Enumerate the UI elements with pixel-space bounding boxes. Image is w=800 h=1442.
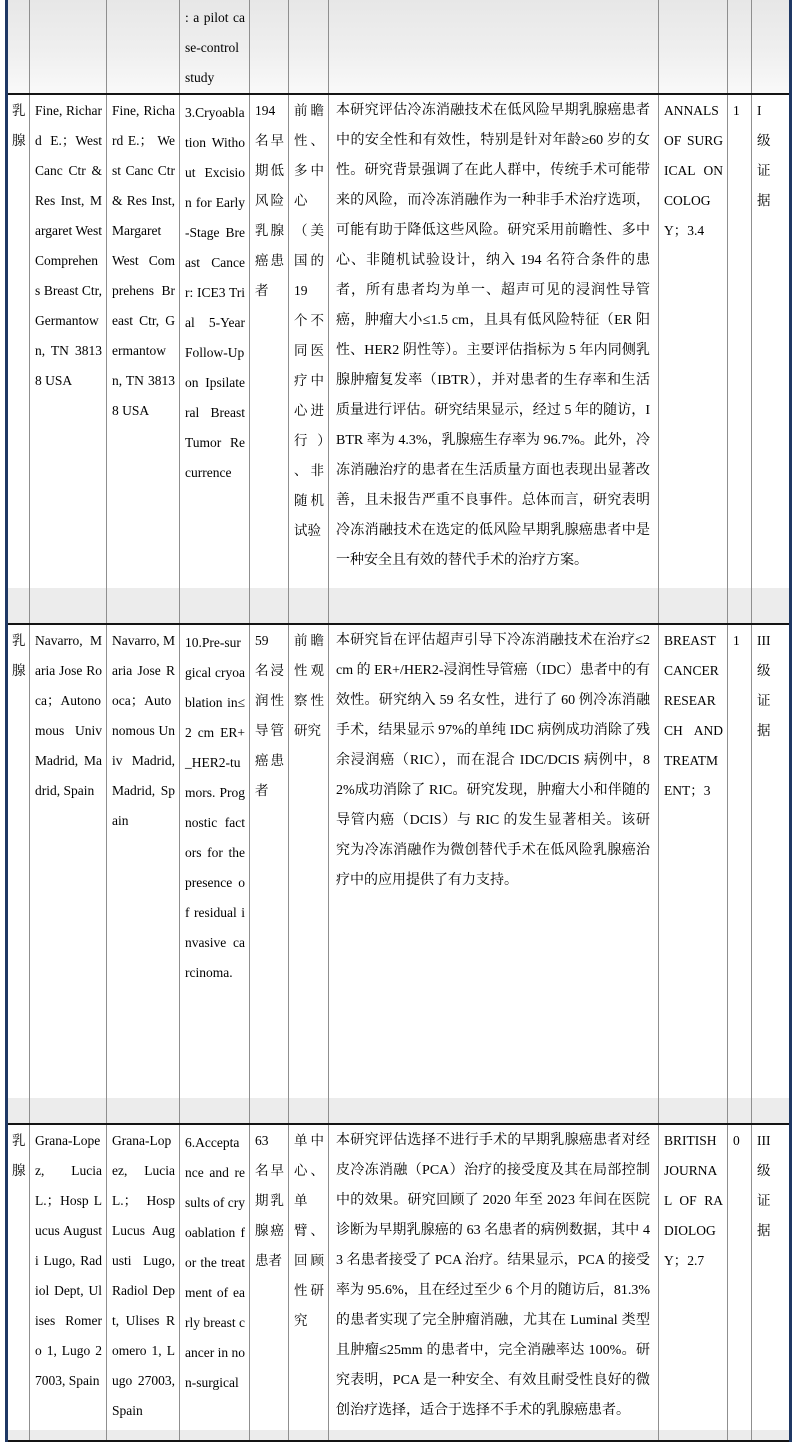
cell-authors (30, 0, 107, 93)
cell-journal: BRITISH JOURNAL OF RADIOLOGY；2.7 (659, 1125, 728, 1440)
cell-authors-2: Grana-Lopez, Lucia L.； Hosp Lucus Augusti Lugo, Radiol Dept, Ulises Romero 1, Lugo 27003, Spain (107, 1125, 180, 1440)
cell-study-design (289, 0, 329, 93)
cell-evidence-level: III 级证据 (757, 1133, 771, 1238)
cell-summary-cn (329, 0, 659, 93)
cell-category: 乳腺 (8, 625, 30, 1123)
cell-authors: Fine, Richard E.；West Canc Ctr & Res Inst, Margaret West Comprehens Breast Ctr, Germantown, TN 38138 USA (30, 95, 107, 623)
table-row (8, 625, 789, 1125)
cell-sample-size: 59 名浸润性导管癌患者 (250, 625, 289, 1123)
evidence-table (5, 0, 792, 1442)
cell-study-title: 6.Acceptance and results of cryoablation for the treatment of early breast cancer in non-surgical (180, 1125, 250, 1440)
cell-journal: BREAST CANCER RESEARCH AND TREATMENT；3 (659, 625, 728, 1123)
cell-evidence-level: III 级证据 (757, 633, 771, 738)
cell-evidence-level (752, 0, 780, 93)
cell-sample-size: 194 名早期低风险乳腺癌患者 (250, 95, 289, 623)
cell-summary-cn: 本研究旨在评估超声引导下冷冻消融技术在治疗≤2 cm 的 ER+/HER2-浸润性导管癌（IDC）患者中的有效性。研究纳入 59 名女性，进行了 60 例冷冻消融手术，结果显示 97%的单纯 IDC 病例成功消除了残余浸润癌（RIC），而在混合 IDC/DCIS 病例中，82%成功消除了 RIC。研究发现，肿瘤大小和伴随的导管内癌（DCIS）与 RIC 的发生显著相关。该研究为冷冻消融作为微创替代手术在低风险乳腺癌治疗中的应用提供了有力支持。 (329, 625, 659, 1123)
cell-count: 0 (728, 1125, 752, 1440)
cell-study-design: 单中心、单臂、回顾性研究 (289, 1125, 329, 1440)
cell-study-design: 前瞻性观察性研究 (289, 625, 329, 1123)
cell-authors-2: Navarro, Maria Jose Roca；Autonomous Univ Madrid, Madrid, Spain (107, 625, 180, 1123)
table-row (8, 0, 789, 95)
cell-authors: Navarro, Maria Jose Roca；Autonomous Univ Madrid, Madrid, Spain (30, 625, 107, 1123)
cell-authors: Grana-Lopez, Lucia L.；Hosp Lucus Augusti Lugo, Radiol Dept, Ulises Romero 1, Lugo 27003, Spain (30, 1125, 107, 1440)
table-row (8, 1125, 789, 1442)
cell-study-design: 前瞻性、多中心（美国的 19 个不同医疗中心进行）、非随机试验 (289, 95, 329, 623)
cell-summary-cn: 本研究评估选择不进行手术的早期乳腺癌患者对经皮冷冻消融（PCA）治疗的接受度及其在局部控制中的效果。研究回顾了 2020 年至 2023 年间在医院诊断为早期乳腺癌的 63 名患者的病例数据，其中 43 名患者接受了 PCA 治疗。结果显示，PCA 的接受率为 95.6%，且在经过至少 6 个月的随访后，81.3%的患者实现了完全肿瘤消融，尤其在 Luminal 类型且肿瘤≤25mm 的患者中，完全消融率达 100%。研究表明，PCA 是一种安全、有效且耐受性良好的微创治疗选择，适合于选择不手术的乳腺癌患者。 (329, 1125, 659, 1440)
cell-study-title: : a pilot case-control study (180, 0, 250, 93)
table-row (8, 95, 789, 625)
cell-category (8, 0, 30, 93)
cell-authors-2 (107, 0, 180, 93)
cell-count: 1 (728, 625, 752, 1123)
cell-sample-size (250, 0, 289, 93)
cell-category: 乳腺 (8, 95, 30, 623)
cell-sample-size: 63 名早期乳腺癌患者 (250, 1125, 289, 1440)
cell-summary-cn: 本研究评估冷冻消融技术在低风险早期乳腺癌患者中的安全性和有效性，特别是针对年龄≥60 岁的女性。研究背景强调了在此人群中，传统手术可能带来的风险，而冷冻消融作为一种非手术治疗选项，可能有助于降低这些风险。研究采用前瞻性、多中心、非随机试验设计，纳入 194 名符合条件的患者，所有患者均为单一、超声可见的浸润性导管癌，肿瘤大小≤1.5 cm，且具有低风险特征（ER 阳性、HER2 阴性等）。主要评估指标为 5 年内同侧乳腺肿瘤复发率（IBTR），并对患者的生存率和生活质量进行评估。研究结果显示，经过 5 年的随访，IBTR 率为 4.3%，乳腺癌生存率为 96.7%。此外，冷冻消融治疗的患者在生活质量方面也表现出显著改善，且未报告严重不良事件。总体而言，研究表明冷冻消融技术在选定的低风险早期乳腺癌患者中是一种安全且有效的替代手术的治疗方案。 (329, 95, 659, 623)
cell-count (728, 0, 752, 93)
cell-study-title: 3.Cryoablation Without Excision for Early-Stage Breast Cancer: ICE3 Trial 5-Year Follow-Up on Ipsilateral Breast Tumor Recurrence (180, 95, 250, 623)
cell-journal (659, 0, 728, 93)
cell-journal: ANNALS OF SURGICAL ONCOLOGY；3.4 (659, 95, 728, 623)
cell-study-title: 10.Pre-surgical cryoablation in≤2 cm ER+_HER2-tumors. Prognostic factors for the presence of residual invasive carcinoma. (180, 625, 250, 1123)
cell-count: 1 (728, 95, 752, 623)
cell-evidence-level: I 级证据 (757, 103, 771, 208)
cell-category: 乳腺 (8, 1125, 30, 1440)
cell-authors-2: Fine, Richard E.； West Canc Ctr & Res Inst, Margaret West Comprehens Breast Ctr, Germantown, TN 38138 USA (107, 95, 180, 623)
